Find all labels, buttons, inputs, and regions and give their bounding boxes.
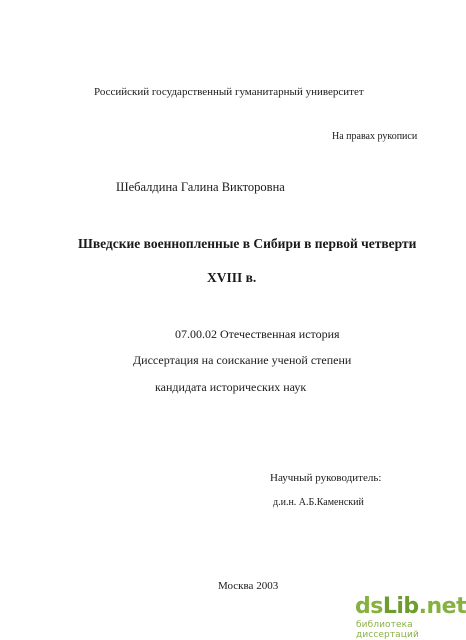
advisor-label: Научный руководитель: (270, 472, 382, 484)
university-name: Российский государственный гуманитарный университет (94, 86, 364, 98)
specialty-code: 07.00.02 Отечественная история (175, 327, 340, 341)
dissertation-title-line-2: XVIII в. (207, 270, 257, 285)
advisor-name: д.и.н. А.Б.Каменский (273, 497, 364, 508)
degree-name: кандидата исторических наук (155, 380, 307, 394)
logo-part-lib: Lib (382, 594, 419, 619)
watermark-subtitle: библиотека диссертаций (356, 620, 419, 640)
dissertation-purpose: Диссертация на соискание ученой степени (133, 353, 352, 367)
author-name: Шебалдина Галина Викторовна (116, 180, 285, 194)
manuscript-note: На правах рукописи (332, 131, 418, 142)
city-and-year: Москва 2003 (218, 580, 279, 592)
dissertation-title-line-1: Шведские военнопленные в Сибири в первой четверти (78, 236, 417, 251)
logo-part-net: .net (418, 594, 466, 619)
dslib-watermark (300, 588, 466, 640)
logo-part-ds: ds (355, 594, 383, 619)
dslib-logo (355, 594, 466, 619)
